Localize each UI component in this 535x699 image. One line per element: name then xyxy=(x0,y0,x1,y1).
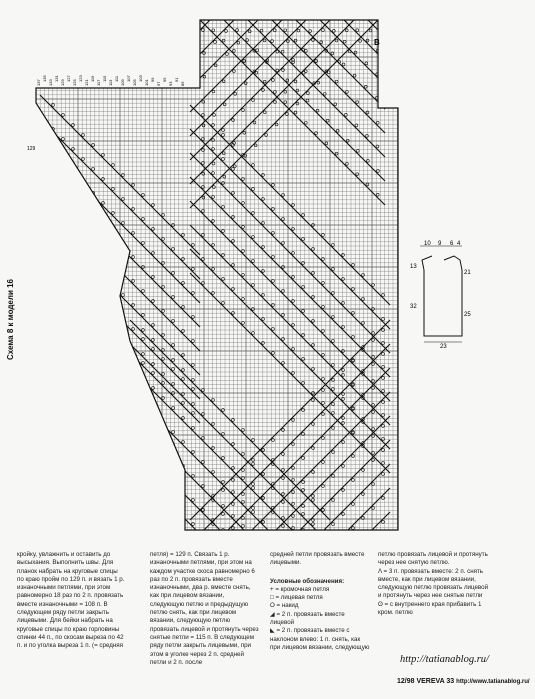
footer-issue: 12/98 VEREVA 33 xyxy=(397,678,455,685)
legend-item: ◢ = 2 п. провязать вместе лицевой xyxy=(270,610,345,627)
row-number-label: 101 xyxy=(144,79,149,86)
dim-right-2: 25 xyxy=(464,312,471,318)
text-column-4-p2: Λ = 3 п. провязать вместе: 2 п. снять вместе, как при лицевом вязании, следующую петлю провязать лицевой и протянуть через нее снятые петли xyxy=(378,567,489,600)
row-number-label: 137 xyxy=(36,79,41,86)
row-number-label: 91 xyxy=(174,77,179,82)
blog-url: http://tatianablog.ru/ xyxy=(400,654,489,665)
garment-schematic xyxy=(400,238,525,350)
chart-side-label xyxy=(4,210,22,370)
chart-left-marker: 129 xyxy=(27,146,36,152)
row-number-label: 115 xyxy=(102,75,107,82)
page-footer xyxy=(397,678,530,685)
row-number-label: 117 xyxy=(96,79,101,86)
row-number-label: 89 xyxy=(180,81,185,86)
legend-item: □ = лицевая петля xyxy=(270,594,323,602)
legend-item: O = накид xyxy=(270,602,299,610)
text-column-3-top: средней петли провязать вместе лицевыми. xyxy=(270,551,365,567)
text-column-4-p3: ʘ = с внутреннего края прибавить 1 кром. петлю xyxy=(378,600,482,617)
row-number-label: 127 xyxy=(66,75,71,82)
row-number-label: 113 xyxy=(108,79,113,86)
dim-top-1: 10 xyxy=(424,241,431,247)
text-column-2: петля) = 129 п. Связать 1 р. изнаночными петлями, при этом на каждом участке скоса равномерно 6 раз по 2 п. провязать вместе изнаночными, два р. вместе снять, как при лицевом вязании, следующую петлю и предыдущую петлю снять, как при лицевом вязании, следующую петлю провязать лицевой и протянуть через снятые петли = 115 п. В следующем ряду петли закрыть лицевыми, при этом в уголке через 2 п. средней петли и 2 п. после xyxy=(150,551,259,666)
row-number-label: 103 xyxy=(138,75,143,82)
chart-side-label-text: Схема 8 к модели 16 xyxy=(6,279,15,360)
footer-watermark: http://www.tatianablog.ru/ xyxy=(456,679,530,685)
row-number-label: 135 xyxy=(42,75,47,82)
row-number-label: 97 xyxy=(156,81,161,86)
legend-item: + = кромочная петля xyxy=(270,585,330,593)
row-number-label: 111 xyxy=(114,75,119,82)
row-number-label: 125 xyxy=(72,79,77,86)
chart-top-right-mark: B xyxy=(374,38,380,47)
text-column-3 xyxy=(270,551,370,652)
dim-top-2: 9 xyxy=(438,241,442,247)
text-column-1: кройку, увлажнить и оставить до высыхания. Выполнить швы. Для планок набрать на круговые спицы по краю пройм по 129 п. и вязать 1 р. изнаночными петлями, при этом равномерно 18 раз по 2 п. провязать вместе изнаночными = 108 п. В следующем ряду петли закрыть лицевыми. Для бейки набрать на круговые спицы по краю горловины спинки 44 п., по скосам выреза по 42 п. и по уголка выреза 1 п. (= средняя xyxy=(17,551,125,650)
chart-outline xyxy=(36,20,398,530)
dim-left-1: 13 xyxy=(410,264,417,270)
row-number-label: 121 xyxy=(84,79,89,86)
row-number-label: 131 xyxy=(54,75,59,82)
row-number-label: 133 xyxy=(48,79,53,86)
row-number-label: 105 xyxy=(132,79,137,86)
row-number-label: 95 xyxy=(162,77,167,82)
dim-top-3: 6 xyxy=(450,241,454,247)
legend-title: Условные обозначения: xyxy=(270,577,345,585)
legend-item: ◣ = 2 п. провязать вместе с наклоном влево: 1 п. снять, как при лицевом вязании, следующую xyxy=(270,627,370,651)
row-number-label: 107 xyxy=(126,75,131,82)
dim-bottom: 23 xyxy=(440,344,447,350)
row-number-label: 123 xyxy=(78,75,83,82)
text-column-4-p1: петлю провязать лицевой и протянуть через нее снятую петлю. xyxy=(378,551,488,567)
dim-left-2: 32 xyxy=(410,304,417,310)
row-number-label: 119 xyxy=(90,75,95,82)
row-number-label: 93 xyxy=(168,81,173,86)
row-number-label: 99 xyxy=(150,77,155,82)
dim-top-small: 4 xyxy=(457,241,461,247)
row-number-label: 129 xyxy=(60,79,65,86)
row-number-label: 109 xyxy=(120,79,125,86)
dim-right-1: 21 xyxy=(464,270,471,276)
text-column-4 xyxy=(378,551,490,617)
